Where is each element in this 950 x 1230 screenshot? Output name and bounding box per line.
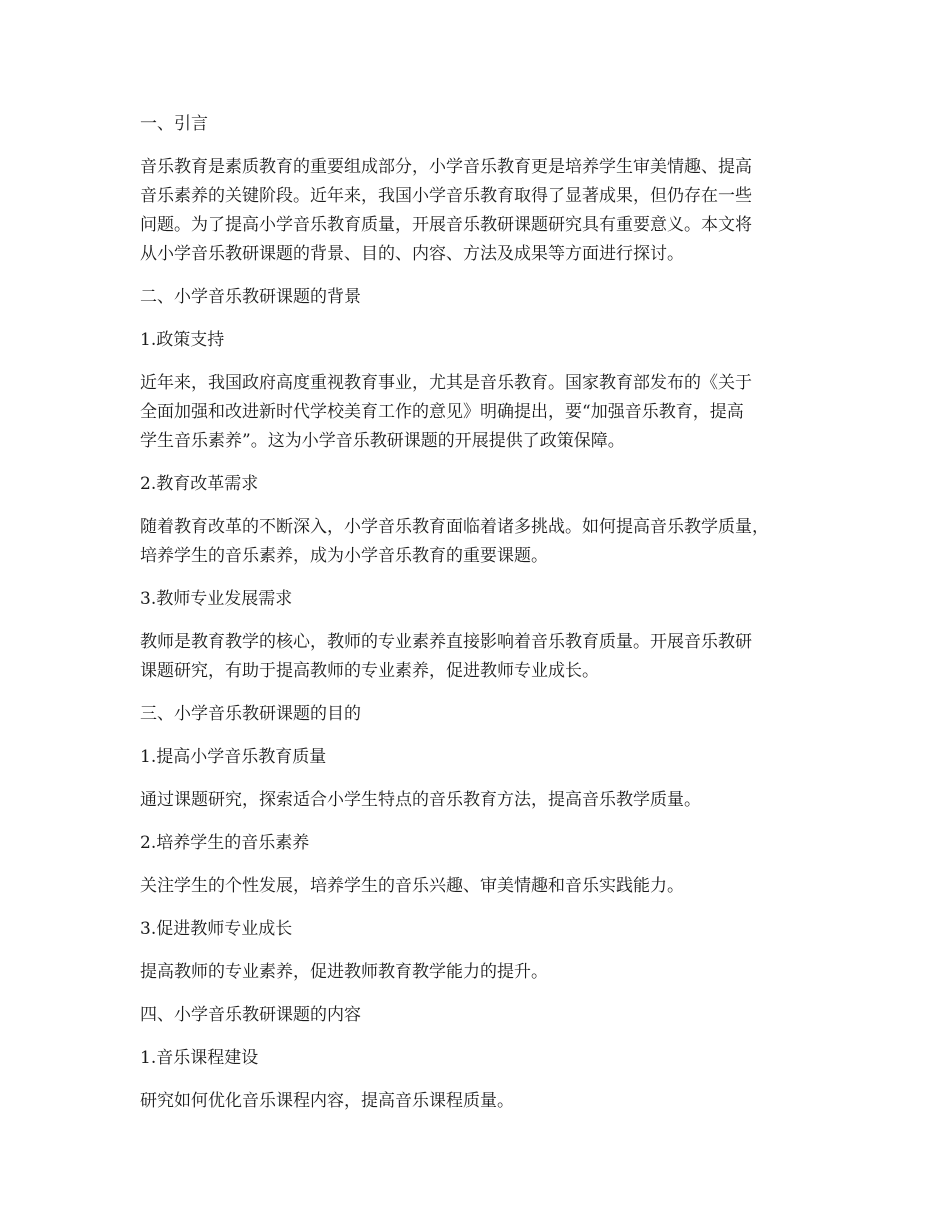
paragraph-line: 音乐素养的关键阶段。近年来，我国小学音乐教育取得了显著成果，但仍存在一些 [140,186,752,206]
paragraph-line: 通过课题研究，探索适合小学生特点的音乐教育方法，提高音乐教学质量。 [140,790,701,810]
paragraph-line: 培养学生的音乐素养，成为小学音乐教育的重要课题。 [140,546,548,566]
paragraph-line: 提高教师的专业素养，促进教师教育教学能力的提升。 [140,962,548,982]
paragraph-line: 音乐教育是素质教育的重要组成部分，小学音乐教育更是培养学生审美情趣、提高 [140,157,752,177]
subsection-heading: 2.培养学生的音乐素养 [140,833,310,853]
paragraph-line: 课题研究，有助于提高教师的专业素养，促进教师专业成长。 [140,661,599,681]
paragraph-line: 教师是教育教学的核心，教师的专业素养直接影响着音乐教育质量。开展音乐教研 [140,632,752,652]
section-heading: 三、小学音乐教研课题的目的 [140,704,361,724]
section-heading: 一、引言 [140,114,208,134]
section-heading: 四、小学音乐教研课题的内容 [140,1005,361,1025]
paragraph-line: 关注学生的个性发展，培养学生的音乐兴趣、审美情趣和音乐实践能力。 [140,876,684,896]
paragraph-line: 问题。为了提高小学音乐教育质量，开展音乐教研课题研究具有重要意义。本文将 [140,215,752,235]
paragraph-line: 学生音乐素养”。这为小学音乐教研课题的开展提供了政策保障。 [140,431,625,451]
subsection-heading: 1.提高小学音乐教育质量 [140,747,327,767]
subsection-heading: 3.教师专业发展需求 [140,589,293,609]
paragraph [140,786,825,815]
paragraph-line: 随着教育改革的不断深入，小学音乐教育面临着诸多挑战。如何提高音乐教学质量， [140,517,769,537]
subsection-heading: 2.教育改革需求 [140,474,259,494]
paragraph [140,369,825,456]
paragraph [140,513,825,571]
section-heading: 二、小学音乐教研课题的背景 [140,287,361,307]
paragraph-line: 全面加强和改进新时代学校美育工作的意见》明确提出，要“加强音乐教育，提高 [140,402,744,422]
paragraph-line: 从小学音乐教研课题的背景、目的、内容、方法及成果等方面进行探讨。 [140,244,684,264]
subsection-heading: 3.促进教师专业成长 [140,919,293,939]
paragraph [140,628,825,686]
paragraph [140,958,825,987]
subsection-heading: 1.政策支持 [140,330,225,350]
paragraph [140,153,825,269]
paragraph-line: 近年来，我国政府高度重视教育事业，尤其是音乐教育。国家教育部发布的《关于 [140,373,752,393]
paragraph [140,1087,825,1116]
paragraph [140,872,825,901]
paragraph-line: 研究如何优化音乐课程内容，提高音乐课程质量。 [140,1091,514,1111]
subsection-heading: 1.音乐课程建设 [140,1048,259,1068]
document-page [140,110,825,1130]
